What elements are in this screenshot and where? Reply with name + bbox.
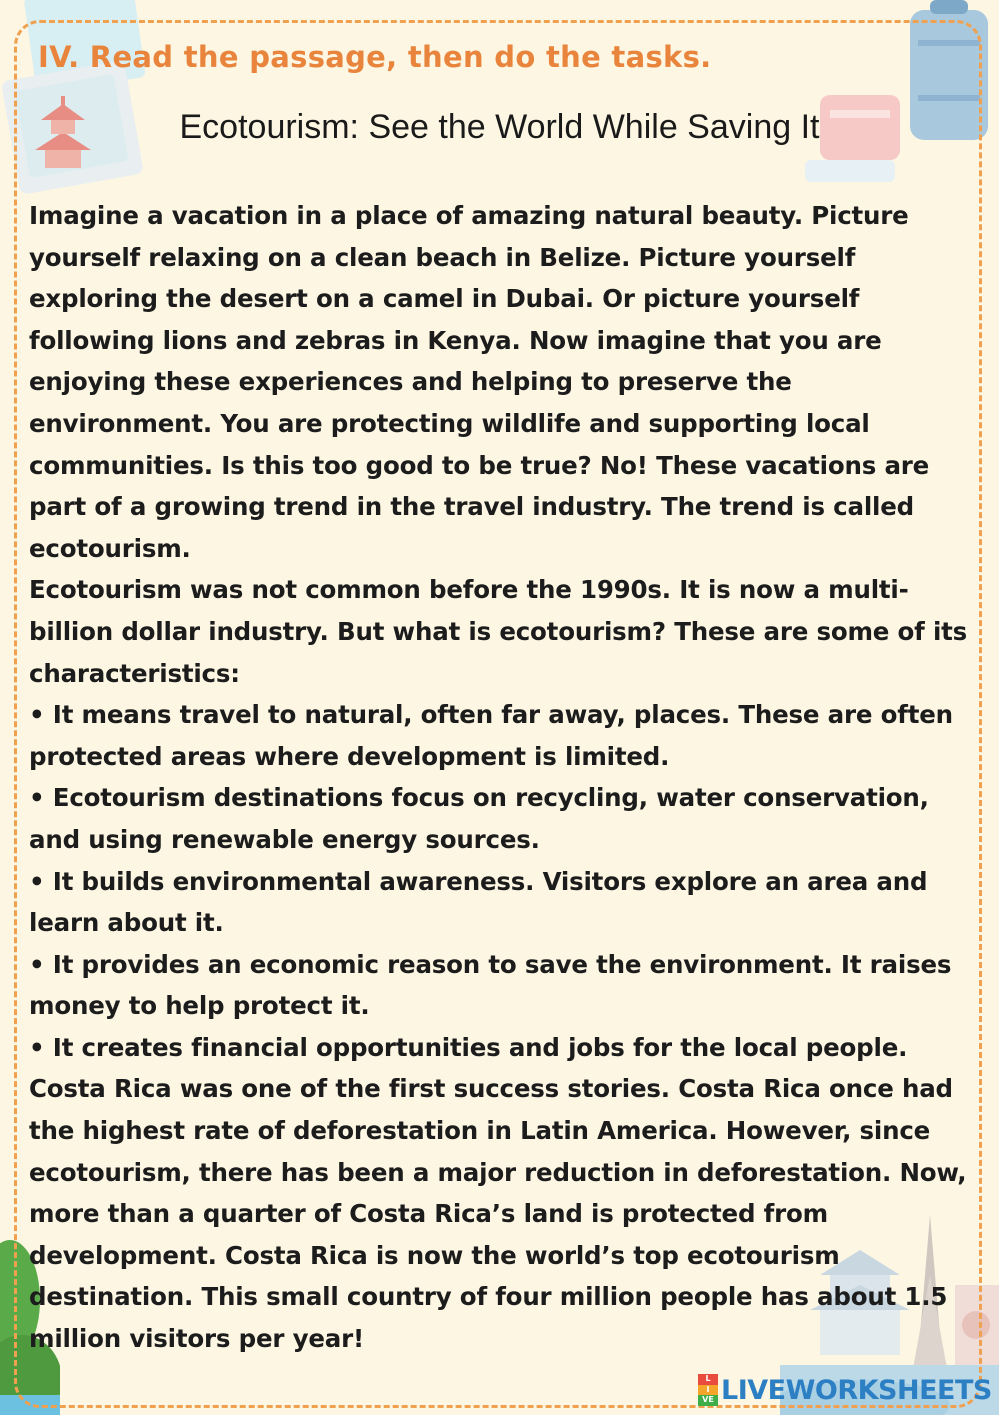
bullet-item: • It means travel to natural, often far away, places. These are often protected areas where development is limited. [29,700,953,771]
logo-badge-letter: VE [698,1395,718,1406]
bullet-item: • Ecotourism destinations focus on recycling, water conservation, and using renewable energy sources. [29,783,929,854]
paragraph-costa-rica: Costa Rica was one of the first success stories. Costa Rica once had the highest rate of deforestation in Latin America. However, since ecotourism, there has been a major reduction in deforestation. Now, more than a quarter of Costa Rica’s land is protected from development. Costa Rica is now the world’s top ecotourism destination. This small country of four million people has about 1.5 million visitors per year! [29,1074,967,1354]
bullet-item: • It provides an economic reason to save the environment. It raises money to help protect it. [29,949,952,1021]
bullet-item: • It builds environmental awareness. Visitors explore an area and learn about it. [29,866,928,938]
paragraph-characteristics: Ecotourism was not common before the 1990s. It is now a multi-billion dollar industry. But what is ecotourism? These are some of its characteristics: [29,575,968,688]
logo-text: LIVEWORKSHEETS [721,1374,992,1406]
logo-badge-icon [698,1374,718,1406]
reading-passage [29,195,979,1360]
bullet-item: • It creates financial opportunities and jobs for the local people. [29,1032,908,1062]
paragraph-intro: Imagine a vacation in a place of amazing natural beauty. Picture yourself relaxing on a clean beach in Belize. Picture yourself exploring the desert on a camel in Dubai. Or picture yourself following lions and zebras in Kenya. Now imagine that you are enjoying these experiences and helping to preserve the environment. You are protecting wildlife and supporting local communities. Is this too good to be true? No! These vacations are part of a growing trend in the travel industry. The trend is called ecotourism. [29,201,930,563]
logo-badge-letter: I [698,1385,718,1396]
passage-title: Ecotourism: See the World While Saving It [179,108,820,146]
liveworksheets-logo [698,1372,992,1408]
instruction-heading: IV. Read the passage, then do the tasks. [38,40,712,74]
logo-badge-letter: L [698,1374,718,1385]
